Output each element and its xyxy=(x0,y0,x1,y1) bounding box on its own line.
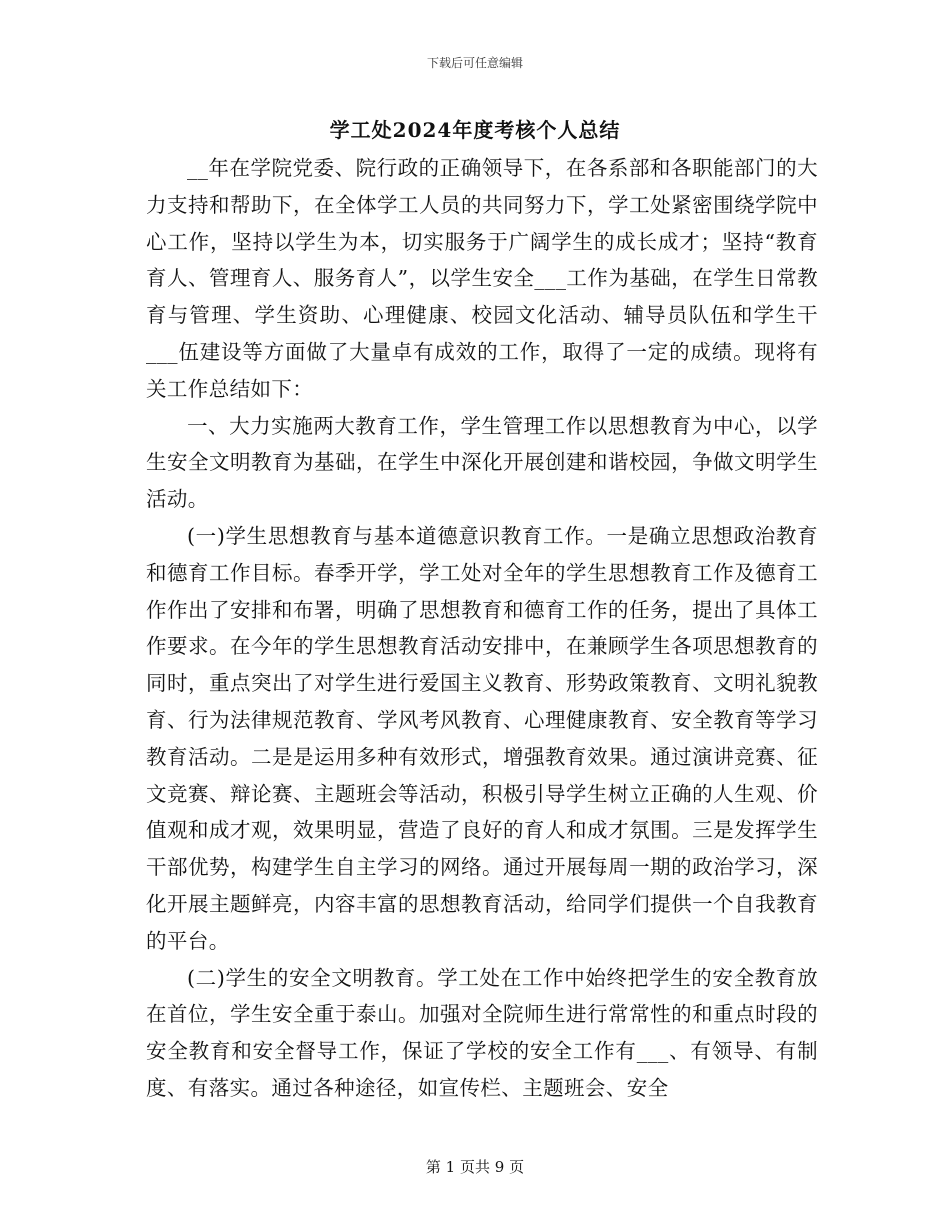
page-number: 第 1 页共 9 页 xyxy=(425,1158,525,1176)
paragraph-intro: __年在学院党委、院行政的正确领导下，在各系部和各职能部门的大力支持和帮助下，在全体学工人员的共同努力下，学工处紧密围绕学院中心工作，坚持以学生为本，切实服务于广阔学生的成长成才；坚持“教育育人、管理育人、服务育人”，以学生安全___工作为基础，在学生日常教育与管理、学生资助、心理健康、校园文化活动、辅导员队伍和学生干___伍建设等方面做了大量卓有成效的工作，取得了一定的成绩。现将有关工作总结如下： xyxy=(146,156,818,401)
paragraph-subsection-two: (二)学生的安全文明教育。学工处在工作中始终把学生的安全教育放在首位，学生安全重于泰山。加强对全院师生进行常常性的和重点时段的安全教育和安全督导工作，保证了学校的安全工作有___、有领导、有制度、有落实。通过各种途径，如宣传栏、主题班会、安全 xyxy=(146,965,818,1100)
document-body xyxy=(146,150,818,1107)
paragraph-subsection-one: (一)学生思想教育与基本道德意识教育工作。一是确立思想政治教育和德育工作目标。春季开学，学工处对全年的学生思想教育工作及德育工作作出了安排和布署，明确了思想教育和德育工作的任务，提出了具体工作要求。在今年的学生思想教育活动安排中，在兼顾学生各项思想教育的同时，重点突出了对学生进行爱国主义教育、形势政策教育、文明礼貌教育、行为法律规范教育、学风考风教育、心理健康教育、安全教育等学习教育活动。二是是运用多种有效形式，增强教育效果。通过演讲竞赛、征文竞赛、辩论赛、主题班会等活动，积极引导学生树立正确的人生观、价值观和成才观，效果明显，营造了良好的育人和成才氛围。三是发挥学生干部优势，构建学生自主学习的网络。通过开展每周一期的政治学习，深化开展主题鲜亮，内容丰富的思想教育活动，给同学们提供一个自我教育的平台。 xyxy=(146,523,818,953)
paragraph-section-one: 一、大力实施两大教育工作，学生管理工作以思想教育为中心，以学生安全文明教育为基础，在学生中深化开展创建和谐校园，争做文明学生活动。 xyxy=(146,413,818,512)
document-title: 学工处2024年度考核个人总结 xyxy=(329,118,621,142)
header-note: 下载后可任意编辑 xyxy=(426,56,523,70)
